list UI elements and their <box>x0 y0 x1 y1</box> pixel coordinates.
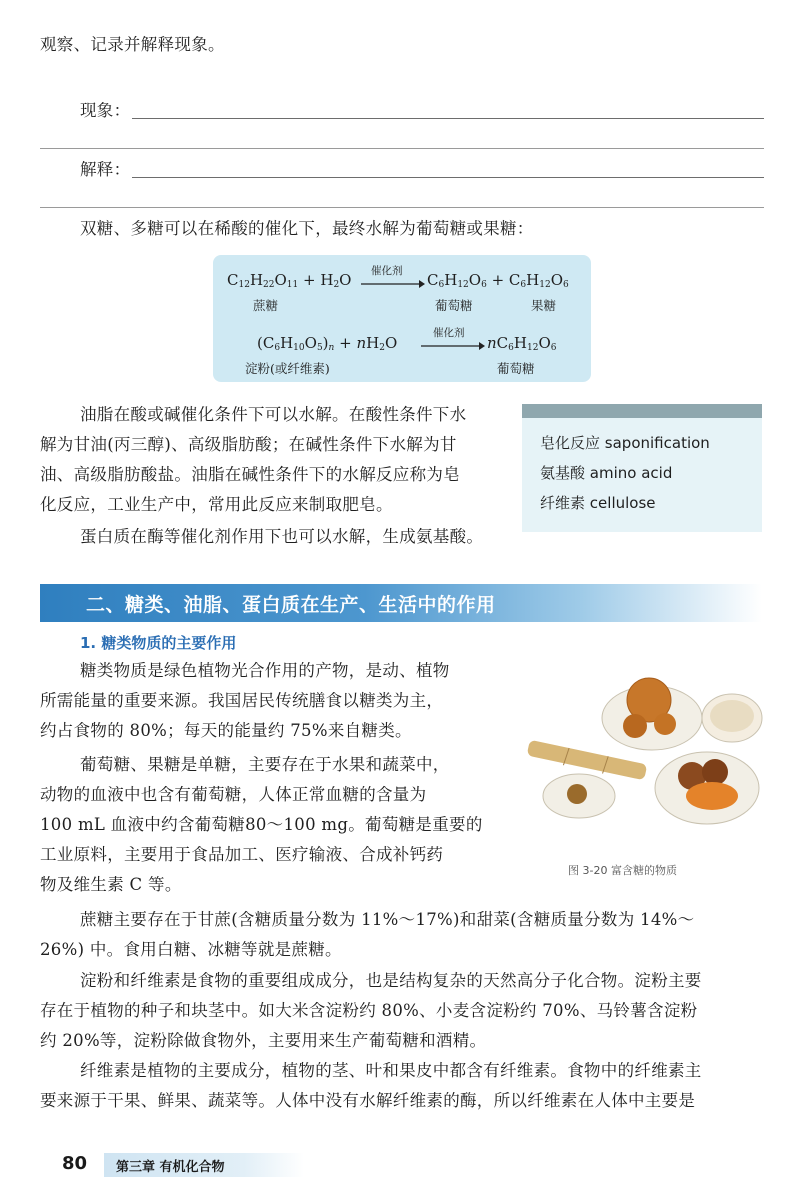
glucose-label: 葡萄糖 <box>435 298 473 313</box>
fat-line: 油、高级脂肪酸盐。油脂在碱性条件下的水解反应称为皂 <box>40 465 460 484</box>
body-line: 100 mL 血液中约含葡萄糖80～100 mg。葡萄糖是重要的 <box>40 815 483 834</box>
chapter-label: 第三章 有机化合物 <box>116 1160 225 1175</box>
sucrose-label: 蔗糖 <box>253 298 279 313</box>
body-line: 物及维生素 C 等。 <box>40 875 182 894</box>
reaction-arrow <box>361 279 425 289</box>
instruction-text: 观察、记录并解释现象。 <box>40 35 225 54</box>
body-line: 存在于植物的种子和块茎中。如大米含淀粉约 80%、小麦含淀粉约 70%、马铃薯含淀粉 <box>40 1001 698 1020</box>
reaction-arrow <box>421 341 485 351</box>
divider-line <box>40 207 764 208</box>
glossary-zh: 氨基酸 <box>540 464 586 482</box>
page-number: 80 <box>62 1153 88 1174</box>
glossary-zh: 皂化反应 <box>540 434 601 452</box>
body-line: 葡萄糖、果糖是单糖，主要存在于水果和蔬菜中， <box>80 755 450 774</box>
body-line: 所需能量的重要来源。我国居民传统膳食以糖类为主， <box>40 691 444 710</box>
catalyst-label: 催化剂 <box>433 327 465 339</box>
phenomenon-line <box>132 118 764 119</box>
glossary-item <box>540 462 672 483</box>
figure-caption: 图 3-20 富含糖的物质 <box>568 864 677 877</box>
body-line: 要来源于干果、鲜果、蔬菜等。人体中没有水解纤维素的酶，所以纤维素在人体中主要是 <box>40 1091 696 1110</box>
body-line: 工业原料，主要用于食品加工、医疗输液、合成补钙药 <box>40 845 444 864</box>
glossary-item <box>540 492 656 513</box>
glossary-header-bar <box>522 404 762 418</box>
glossary-en: saponification <box>604 434 710 452</box>
chapter-tab <box>104 1153 304 1177</box>
protein-line: 蛋白质在酶等催化剂作用下也可以水解，生成氨基酸。 <box>80 527 484 546</box>
body-line: 动物的血液中也含有葡萄糖，人体正常血糖的含量为 <box>40 785 427 804</box>
glossary-en: cellulose <box>589 494 656 512</box>
divider-line <box>40 148 764 149</box>
explanation-label: 解释： <box>80 160 131 179</box>
hydrolysis-intro: 双糖、多糖可以在稀酸的催化下，最终水解为葡萄糖或果糖： <box>80 219 534 238</box>
section-title: 二、糖类、油脂、蛋白质在生产、生活中的作用 <box>86 594 496 616</box>
body-line: 糖类物质是绿色植物光合作用的产物，是动、植物 <box>80 661 450 680</box>
glossary-box <box>522 404 762 532</box>
glossary-zh: 纤维素 <box>540 494 586 512</box>
body-line: 约 20%等，淀粉除做食物外，主要用来生产葡萄糖和酒精。 <box>40 1031 487 1050</box>
subsection-title: 1. 糖类物质的主要作用 <box>80 634 237 652</box>
sugar-foods-photo <box>527 668 767 828</box>
body-line: 约占食物的 80%；每天的能量约 75%来自糖类。 <box>40 721 412 740</box>
starch-reactants: $(C_6H_{10}O_5)_n + nH_2O$ <box>257 334 398 353</box>
body-line: 纤维素是植物的主要成分，植物的茎、叶和果皮中都含有纤维素。食物中的纤维素主 <box>80 1061 702 1080</box>
fructose-label: 果糖 <box>531 298 557 313</box>
starch-products: $nC_6H_{12}O_6$ <box>487 334 557 353</box>
section-banner <box>40 584 762 622</box>
glossary-en: amino acid <box>589 464 673 482</box>
phenomenon-label: 现象： <box>80 101 131 120</box>
sucrose-products: $C_6H_{12}O_6 + C_6H_{12}O_6$ <box>427 271 569 290</box>
starch-label: 淀粉(或纤维素) <box>245 361 330 376</box>
explanation-line <box>132 177 764 178</box>
catalyst-label: 催化剂 <box>371 265 403 277</box>
glossary-item <box>540 432 710 453</box>
fat-line: 解为甘油(丙三醇)、高级脂肪酸；在碱性条件下水解为甘 <box>40 435 457 454</box>
equation-box <box>213 255 591 382</box>
body-line: 26%) 中。食用白糖、冰糖等就是蔗糖。 <box>40 940 342 959</box>
fat-line: 化反应，工业生产中，常用此反应来制取肥皂。 <box>40 495 393 514</box>
glucose-label-2: 葡萄糖 <box>497 361 535 376</box>
sucrose-reactants: $C_{12}H_{22}O_{11} + H_2O$ <box>227 271 352 290</box>
body-line: 蔗糖主要存在于甘蔗(含糖质量分数为 11%～17%)和甜菜(含糖质量分数为 14%～ <box>80 910 695 929</box>
body-line: 淀粉和纤维素是食物的重要组成成分，也是结构复杂的天然高分子化合物。淀粉主要 <box>80 971 702 990</box>
fat-line: 油脂在酸或碱催化条件下可以水解。在酸性条件下水 <box>80 405 467 424</box>
